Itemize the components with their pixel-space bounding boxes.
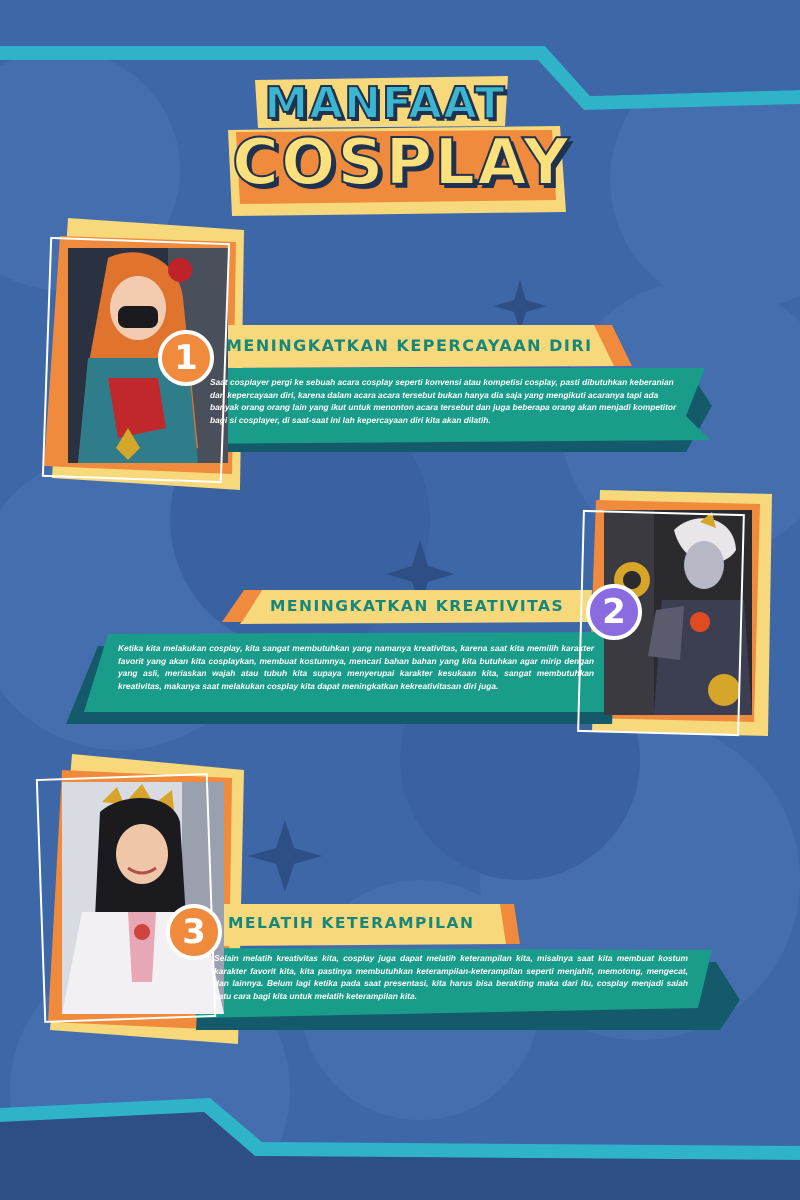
photo-frame-line (36, 773, 216, 1023)
section-3-body: Selain melatih kreativitas kita, cosplay juga dapat melatih keterampilan kita, misalnya saat kita membuat kostum karakter favorit kita, kita pastinya membutuhkan keterampilan-keterampilan seperti menjahit, memotong, mengecat, dan lainnya. Belum lagi ketika pada saat presentasi, kita harus bisa berakting maka dari itu, cosplay menjadi salah satu cara bagi kita untuk melatih keterampilan kita. (214, 953, 688, 1001)
number-badge-3: 3 (166, 904, 222, 960)
number-badge-2: 2 (586, 584, 642, 640)
number-badge-1: 1 (158, 330, 214, 386)
title-line1: MANFAAT (264, 78, 506, 129)
section-1-body: Saat cosplayer pergi ke sebuah acara cosplay seperti konvensi atau kompetisi cosplay, pasti dibutuhkan keberanian dan kepercayaan diri, karena dalam acara acara tersebut bukan hanya dia saja yang mengikuti acaranya tapi ada banyak orang orang lain yang ikut untuk menonton acara tersebut dan juga beberapa orang akan menjadi kompetitor bagi si cosplayer, di saat-saat ini lah kepercayaan diri kita akan dilatih. (210, 377, 677, 425)
section-3-heading: MELATIH KETERAMPILAN (228, 914, 475, 932)
section-1-heading: MENINGKATKAN KEPERCAYAAN DIRI (226, 336, 593, 355)
section-2-heading: MENINGKATKAN KREATIVITAS (270, 597, 565, 615)
title-line2: COSPLAY (232, 126, 571, 200)
section-2-body: Ketika kita melakukan cosplay, kita sangat membutuhkan yang namanya kreativitas, karena saat kita memilih karakter favorit yang akan kita cosplaykan, membuat kostumnya, mencari bahan bahan yang kita butuhkan agar mirip dengan yang asli, meriaskan wajah atau tubuh kita supaya menyerupai karakter kesukaan kita, sangat membutuhkan kreativitas, makanya saat melakukan cosplay kita dapat meningkatkan kekreativitasan diri juga. (118, 643, 594, 691)
